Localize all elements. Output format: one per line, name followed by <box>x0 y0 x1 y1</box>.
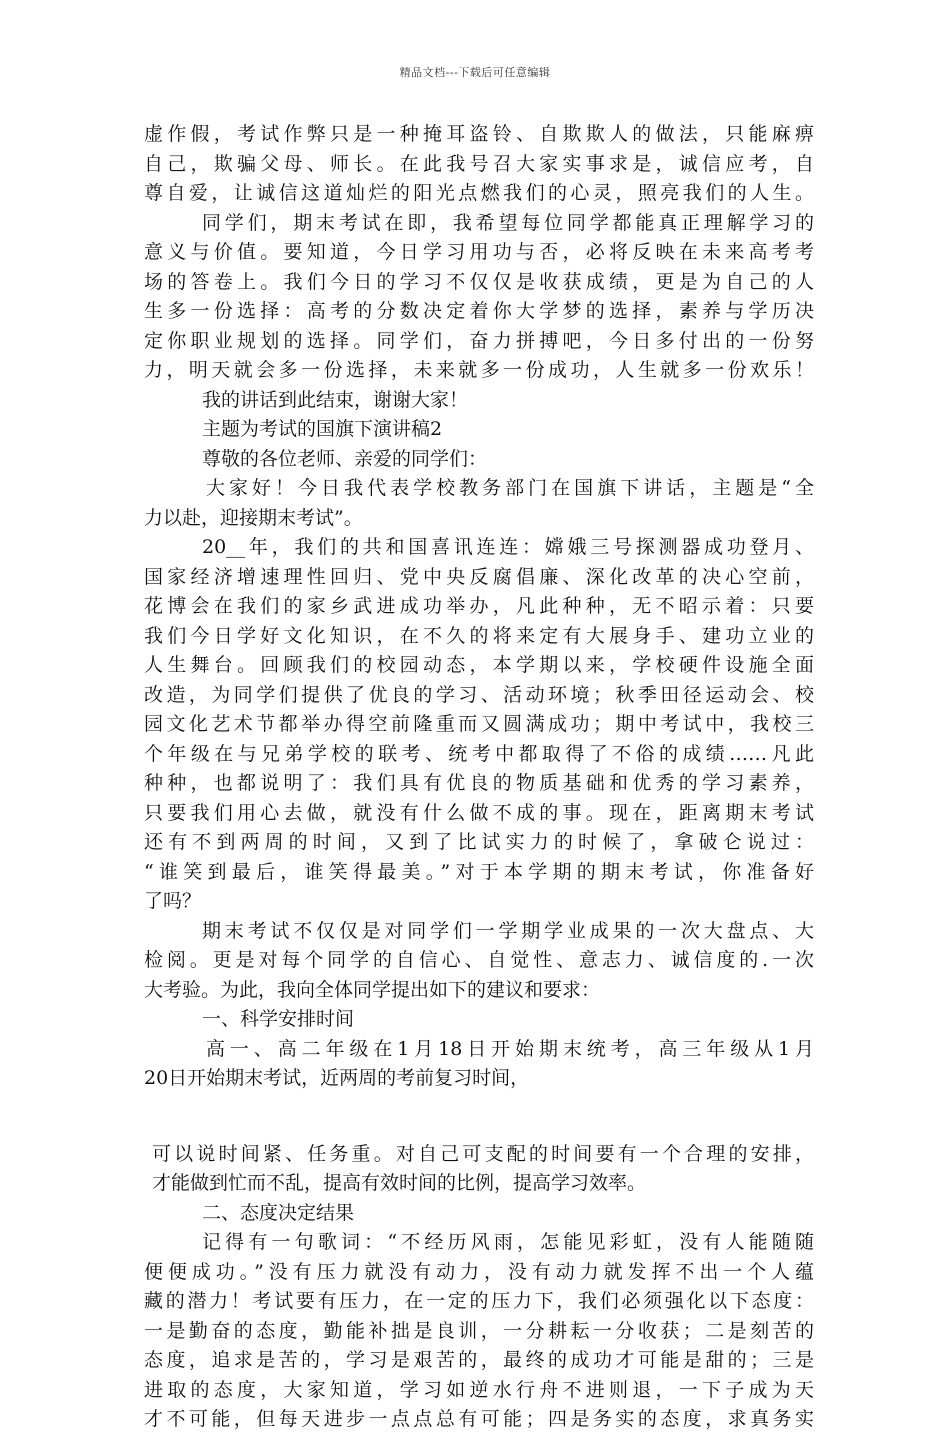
paragraph-line: 只要我们用心去做，就没有什么做不成的事。现在，距离期末考试 <box>144 801 814 824</box>
paragraph-line: 大考验。为此，我向全体同学提出如下的建议和要求： <box>144 978 601 1001</box>
paragraph-line: 便便成功。”没有压力就没有动力，没有动力就发挥不出一个人蕴 <box>144 1260 814 1283</box>
page-header: 精品文档---下载后可任意编辑 <box>399 66 551 79</box>
paragraph-line: 藏的潜力！考试要有压力，在一定的压力下，我们必须强化以下态度： <box>144 1290 814 1312</box>
paragraph-line: 个年级在与兄弟学校的联考、统考中都取得了不俗的成绩……凡此 <box>144 742 814 765</box>
paragraph-line: 国家经济增速理性回归、党中央反腐倡廉、深化改革的决心空前， <box>144 565 814 588</box>
paragraph-line: 才能做到忙而不乱，提高有效时间的比例，提高学习效率。 <box>152 1172 647 1194</box>
paragraph-line: 人生舞台。回顾我们的校园动态，本学期以来，学校硬件设施全面 <box>144 654 814 676</box>
paragraph-line: 意义与价值。要知道，今日学习用功与否，必将反映在未来高考考 <box>144 241 814 263</box>
paragraph-line: 记得有一句歌词：“不经历风雨，怎能见彩虹，没有人能随随 <box>202 1231 814 1253</box>
salutation: 尊敬的各位老师、亲爱的同学们： <box>202 447 488 470</box>
paragraph-line: 可以说时间紧、任务重。对自己可支配的时间要有一个合理的安排， <box>152 1142 814 1165</box>
paragraph-line: 改造，为同学们提供了优良的学习、活动环境；秋季田径运动会、校 <box>144 683 814 706</box>
paragraph-line: 种种，也都说明了：我们具有优良的物质基础和优秀的学习素养， <box>144 772 814 794</box>
paragraph-line: 高一、高二年级在1月18日开始期末统考，高三年级从1月 <box>206 1037 814 1060</box>
paragraph-line: 场的答卷上。我们今日的学习不仅仅是收获成绩，更是为自己的人 <box>144 270 814 293</box>
paragraph-line: 期末考试不仅仅是对同学们一学期学业成果的一次大盘点、大 <box>202 919 814 942</box>
paragraph-line: 力以赴，迎接期末考试”。 <box>144 506 363 529</box>
paragraph-line: 20__年，我们的共和国喜讯连连：嫦娥三号探测器成功登月、 <box>202 536 814 558</box>
paragraph-line: 还有不到两周的时间，又到了比试实力的时候了，拿破仑说过： <box>144 831 814 853</box>
paragraph-line: “谁笑到最后，谁笑得最美。”对于本学期的期末考试，你准备好 <box>144 860 814 883</box>
section-heading: 一、科学安排时间 <box>202 1008 355 1030</box>
paragraph-line: 虚作假，考试作弊只是一种掩耳盗铃、自欺欺人的做法，只能麻痹 <box>144 123 814 145</box>
line-gap <box>144 1094 814 1140</box>
paragraph-line: 自己，欺骗父母、师长。在此我号召大家实事求是，诚信应考，自 <box>144 152 814 175</box>
section-heading: 二、态度决定结果 <box>202 1201 355 1224</box>
paragraph-line: 力，明天就会多一份选择，未来就多一份成功，人生就多一份欢乐！ <box>144 359 814 381</box>
paragraph-line: 大家好！今日我代表学校教务部门在国旗下讲话，主题是“全 <box>206 477 814 499</box>
paragraph-line: 花博会在我们的家乡武进成功举办，凡此种种，无不昭示着：只要 <box>144 595 814 617</box>
paragraph-line: 才不可能，但每天进步一点点总有可能；四是务实的态度，求真务实 <box>144 1408 814 1430</box>
paragraph-line: 定你职业规划的选择。同学们，奋力拼搏吧，今日多付出的一份努 <box>144 329 814 352</box>
paragraph-line: 进取的态度，大家知道，学习如逆水行舟不进则退，一下子成为天 <box>144 1378 814 1401</box>
paragraph-line: 了吗？ <box>144 890 202 912</box>
paragraph-line: 检阅。更是对每个同学的自信心、自觉性、意志力、诚信度的.一次 <box>144 949 814 971</box>
paragraph-line: 生多一份选择：高考的分数决定着你大学梦的选择，素养与学历决 <box>144 300 814 322</box>
paragraph-line: 我们今日学好文化知识，在不久的将来定有大展身手、建功立业的 <box>144 624 814 647</box>
paragraph-line: 同学们，期末考试在即，我希望每位同学都能真正理解学习的 <box>202 211 814 234</box>
closing-line: 我的讲话到此结束，谢谢大家！ <box>202 388 469 411</box>
section-title: 主题为考试的国旗下演讲稿2 <box>202 418 443 440</box>
paragraph-line: 一是勤奋的态度，勤能补拙是良训，一分耕耘一分收获；二是刻苦的 <box>144 1319 814 1342</box>
paragraph-line: 尊自爱，让诚信这道灿烂的阳光点燃我们的心灵，照亮我们的人生。 <box>144 182 814 204</box>
paragraph-line: 园文化艺术节都举办得空前隆重而又圆满成功；期中考试中，我校三 <box>144 713 814 735</box>
document-body <box>144 120 814 1435</box>
paragraph-line: 态度，追求是苦的，学习是艰苦的，最终的成功才可能是甜的；三是 <box>144 1349 814 1371</box>
paragraph-line: 20日开始期末考试，近两周的考前复习时间， <box>144 1067 530 1089</box>
